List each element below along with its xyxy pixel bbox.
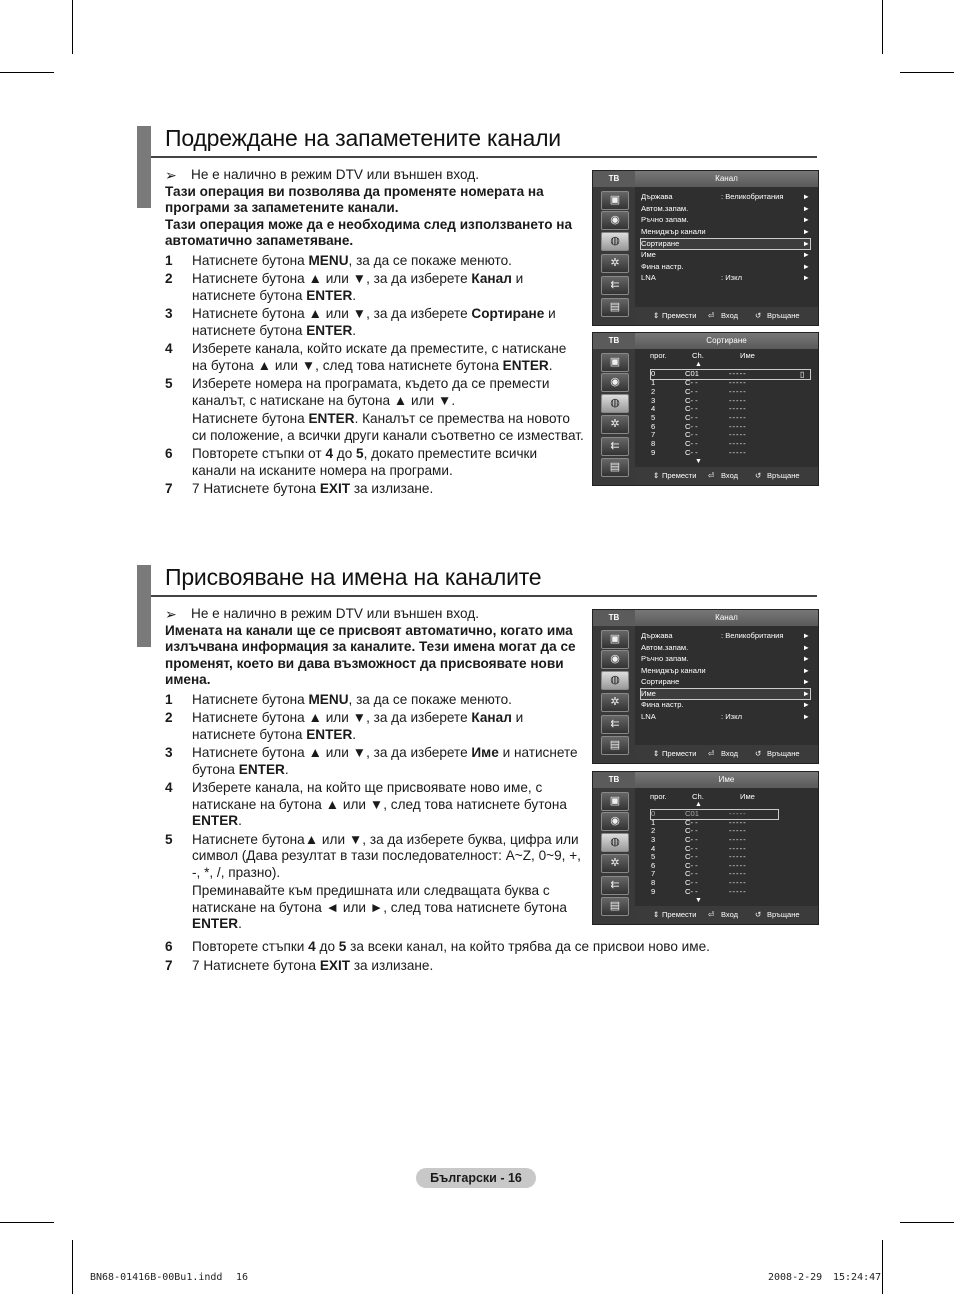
return-icon: ↺	[755, 311, 762, 320]
col-ch: Ch.	[692, 351, 704, 360]
table-row[interactable]: 8 C- - -----	[651, 439, 747, 448]
menu-item[interactable]: Ръчно запам. ►	[641, 215, 810, 224]
arrow-icon: ➢	[165, 167, 177, 183]
footer-date: 2008-2-29	[768, 1272, 823, 1283]
picture-icon[interactable]: ▣	[601, 353, 629, 372]
step: 7 7 Натиснете бутона EXIT за излизане.	[165, 957, 434, 973]
setup-icon[interactable]: ✲	[601, 854, 629, 873]
menu-item-selected[interactable]: Име ►	[641, 689, 810, 698]
osd-main	[635, 626, 818, 745]
arrow-up-icon: ▲	[695, 361, 702, 368]
crop-mark	[882, 0, 883, 54]
step: 1 Натиснете бутона MENU, за да се покаже менюто.	[165, 691, 512, 707]
intro: Тази операция може да е необходима след използването на автоматично запаметяване.	[165, 216, 573, 248]
table-row[interactable]: 5 C- - -----	[651, 852, 747, 861]
crop-mark	[882, 1240, 883, 1294]
application-icon[interactable]: ▤	[601, 298, 629, 317]
move-icon: ⇕	[653, 471, 660, 480]
osd-name-menu	[592, 771, 819, 925]
osd-tv-label: ТВ	[593, 171, 635, 187]
arrow-right-icon: ►	[802, 689, 810, 698]
input-icon[interactable]: ⇇	[601, 276, 629, 295]
section-rule	[151, 156, 817, 158]
return-icon: ↺	[755, 471, 762, 480]
osd-footer: ⇕ Премести ⏎ Вход ↺ Връщане	[635, 467, 818, 485]
menu-item[interactable]: Фина настр. ►	[641, 700, 810, 709]
osd-footer: ⇕ Премести ⏎ Вход ↺ Връщане	[635, 745, 818, 763]
channel-icon[interactable]: ◍	[601, 671, 629, 690]
step: 5 Изберете номера на програмата, където да се премести каналът, с натискане на бутона ▲ или ▼.	[165, 376, 550, 408]
osd-main	[635, 349, 818, 467]
return-icon: ↺	[755, 749, 762, 758]
menu-item[interactable]: Държава : Великобритания ►	[641, 192, 810, 201]
table-row[interactable]: 1 C- - -----	[651, 818, 747, 827]
table-row[interactable]: 5 C- - -----	[651, 413, 747, 422]
menu-item[interactable]: Автом.запам. ►	[641, 643, 810, 652]
crop-mark	[72, 1240, 73, 1294]
crop-mark	[900, 1222, 954, 1223]
arrow-right-icon: ►	[802, 204, 810, 213]
application-icon[interactable]: ▤	[601, 458, 629, 477]
application-icon[interactable]: ▤	[601, 897, 629, 916]
page-number: Български - 16	[416, 1168, 536, 1188]
step: 4 Изберете канала, който искате да преместите, с натискане на бутона ▲ или ▼, след това натиснете бутона ENTER.	[165, 341, 567, 373]
osd-sort-menu	[592, 332, 819, 486]
section2-body-wide	[165, 937, 765, 974]
arrow-down-icon: ▼	[695, 458, 702, 465]
input-icon[interactable]: ⇇	[601, 876, 629, 895]
table-row[interactable]: 7 C- - -----	[651, 430, 747, 439]
section2-body	[165, 606, 585, 933]
table-row[interactable]: 6 C- - -----	[651, 422, 747, 431]
menu-item[interactable]: Ръчно запам. ►	[641, 654, 810, 663]
osd-tv-label: ТВ	[593, 610, 635, 626]
osd-tv-label: ТВ	[593, 333, 635, 349]
arrow-right-icon: ►	[802, 215, 810, 224]
arrow-up-icon: ▲	[695, 801, 702, 808]
step: 1 Натиснете бутона MENU, за да се покаже менюто.	[165, 252, 512, 268]
section-title: Подреждане на запаметените канали	[165, 125, 561, 151]
arrow-right-icon: ►	[802, 250, 810, 259]
setup-icon[interactable]: ✲	[601, 254, 629, 273]
enter-icon: ⏎	[708, 910, 715, 919]
move-cursor-icon: ▯	[800, 370, 805, 379]
arrow-right-icon: ►	[802, 239, 810, 248]
crop-mark	[72, 0, 73, 54]
enter-icon: ⏎	[708, 311, 715, 320]
sound-icon[interactable]: ◉	[601, 211, 629, 230]
crop-mark	[900, 72, 954, 73]
picture-icon[interactable]: ▣	[601, 792, 629, 811]
osd-main	[635, 187, 818, 307]
menu-item[interactable]: Автом.запам. ►	[641, 204, 810, 213]
step: 6 Повторете стъпки 4 до 5 за всеки канал, на който трябва да се присвои ново име.	[165, 939, 710, 954]
sound-icon[interactable]: ◉	[601, 650, 629, 669]
input-icon[interactable]: ⇇	[601, 437, 629, 456]
setup-icon[interactable]: ✲	[601, 693, 629, 712]
application-icon[interactable]: ▤	[601, 736, 629, 755]
crop-mark	[0, 1222, 54, 1223]
col-name: Име	[740, 792, 755, 801]
move-icon: ⇕	[653, 311, 660, 320]
osd-footer: ⇕ Премести ⏎ Вход ↺ Връщане	[635, 307, 818, 325]
arrow-right-icon: ►	[802, 700, 810, 709]
move-icon: ⇕	[653, 749, 660, 758]
arrow-right-icon: ►	[802, 262, 810, 271]
intro: Имената на канали ще се присвоят автоматично, когато има излъчвана информация за каналите. Тези имена могат да се променят, което ви дава възможност да присвоявате нови имена.	[165, 622, 576, 687]
footer-file: BN68-01416B-00Bu1.indd	[90, 1272, 223, 1283]
section1-body	[165, 167, 585, 498]
move-icon: ⇕	[653, 910, 660, 919]
menu-item[interactable]: Име ►	[641, 250, 810, 259]
footer-time: 15:24:47	[833, 1272, 882, 1283]
menu-item[interactable]: Сортиране ►	[641, 677, 810, 686]
col-name: Име	[740, 351, 755, 360]
step: 5 Натиснете бутона▲ или ▼, за да изберете буква, цифра или символ (Дава резултат в тази последователност: A~Z, 0~9, +, -, *, /, празно).	[165, 831, 581, 880]
enter-icon: ⏎	[708, 471, 715, 480]
section-bar	[137, 126, 151, 208]
intro: Тази операция ви позволява да променяте номерата на програми за запаметените канали.	[165, 183, 544, 215]
picture-icon[interactable]: ▣	[601, 630, 629, 649]
table-row[interactable]: 6 C- - -----	[651, 861, 747, 870]
step-continuation: Преминавайте към предишната или следващата буква с натискане на бутона ◄ или ►, след това натиснете бутона ENTER.	[192, 883, 567, 931]
col-prog: прог.	[650, 792, 667, 801]
arrow-right-icon: ►	[802, 192, 810, 201]
table-row[interactable]: 7 C- - -----	[651, 869, 747, 878]
menu-item[interactable]: Мениджър канали ►	[641, 666, 810, 675]
menu-item[interactable]: Фина настр. ►	[641, 262, 810, 271]
arrow-right-icon: ►	[802, 677, 810, 686]
col-ch: Ch.	[692, 792, 704, 801]
arrow-down-icon: ▼	[695, 897, 702, 904]
picture-icon[interactable]: ▣	[601, 191, 629, 210]
menu-item[interactable]: Мениджър канали ►	[641, 227, 810, 236]
step: 2 Натиснете бутона ▲ или ▼, за да изберете Канал и натиснете бутона ENTER.	[165, 710, 524, 742]
enter-icon: ⏎	[708, 749, 715, 758]
osd-channel-menu	[592, 170, 819, 326]
table-row[interactable]: 3 C- - -----	[651, 396, 747, 405]
section-title: Присвояване на имена на каналите	[165, 564, 542, 590]
channel-icon[interactable]: ◍	[601, 394, 629, 413]
crop-mark	[0, 72, 54, 73]
table-row[interactable]: 3 C- - -----	[651, 835, 747, 844]
table-row[interactable]: 2 C- - -----	[651, 826, 747, 835]
section-bar	[137, 565, 151, 647]
osd-tv-label: ТВ	[593, 772, 635, 788]
osd-title: Име	[635, 772, 818, 788]
step: 3 Натиснете бутона ▲ или ▼, за да изберете Име и натиснете бутона ENTER.	[165, 745, 578, 777]
arrow-right-icon: ►	[802, 712, 810, 721]
step: 3 Натиснете бутона ▲ или ▼, за да изберете Сортиране и натиснете бутона ENTER.	[165, 306, 556, 338]
arrow-icon: ➢	[165, 606, 177, 622]
step: 6 Повторете стъпки от 4 до 5, докато преместите всички канали на исканите номера на програми.	[165, 446, 538, 478]
table-row[interactable]: 9 C- - -----	[651, 887, 747, 896]
arrow-right-icon: ►	[802, 631, 810, 640]
table-row[interactable]: 8 C- - -----	[651, 878, 747, 887]
table-row[interactable]: 2 C- - -----	[651, 387, 747, 396]
sound-icon[interactable]: ◉	[601, 373, 629, 392]
channel-icon[interactable]: ◍	[601, 833, 629, 852]
setup-icon[interactable]: ✲	[601, 415, 629, 434]
osd-title: Канал	[635, 171, 818, 187]
menu-item[interactable]: LNA : Изкл ►	[641, 273, 810, 282]
osd-channel-menu	[592, 609, 819, 764]
arrow-right-icon: ►	[802, 643, 810, 652]
footer-page: 16	[236, 1272, 249, 1283]
table-row[interactable]: 4 C- - -----	[651, 844, 747, 853]
arrow-right-icon: ►	[802, 666, 810, 675]
osd-title: Сортиране	[635, 333, 818, 349]
sound-icon[interactable]: ◉	[601, 812, 629, 831]
step: 2 Натиснете бутона ▲ или ▼, за да изберете Канал и натиснете бутона ENTER.	[165, 271, 524, 303]
menu-item[interactable]: LNA : Изкл ►	[641, 712, 810, 721]
arrow-right-icon: ►	[802, 654, 810, 663]
osd-main	[635, 788, 818, 906]
menu-item-selected[interactable]: Сортиране ►	[641, 239, 810, 248]
section-rule	[151, 595, 817, 597]
arrow-right-icon: ►	[802, 273, 810, 282]
osd-title: Канал	[635, 610, 818, 626]
menu-item[interactable]: Държава : Великобритания ►	[641, 631, 810, 640]
table-row[interactable]: 9 C- - -----	[651, 448, 747, 457]
table-row[interactable]: 0 C01 -----	[651, 370, 810, 379]
table-row[interactable]: 1 C- - -----	[651, 378, 747, 387]
channel-icon[interactable]: ◍	[601, 232, 629, 251]
osd-footer: ⇕ Премести ⏎ Вход ↺ Връщане	[635, 906, 818, 924]
arrow-right-icon: ►	[802, 227, 810, 236]
note: ➢ Не е налично в режим DTV или външен вход.	[165, 606, 480, 622]
col-prog: прог.	[650, 351, 667, 360]
table-row[interactable]: 0 C01 -----	[651, 810, 778, 819]
input-icon[interactable]: ⇇	[601, 715, 629, 734]
step: 4 Изберете канала, на който ще присвоявате ново име, с натискане на бутона ▲ или ▼, след това натиснете бутона ENTER.	[165, 780, 567, 828]
return-icon: ↺	[755, 910, 762, 919]
table-row[interactable]: 4 C- - -----	[651, 404, 747, 413]
note: ➢ Не е налично в режим DTV или външен вход.	[165, 167, 480, 183]
step-continuation: Натиснете бутона ENTER. Каналът се премества на новото си положение, а всички други канали съответно се изместват.	[192, 411, 584, 443]
step: 7 7 Натиснете бутона EXIT за излизане.	[165, 481, 434, 496]
